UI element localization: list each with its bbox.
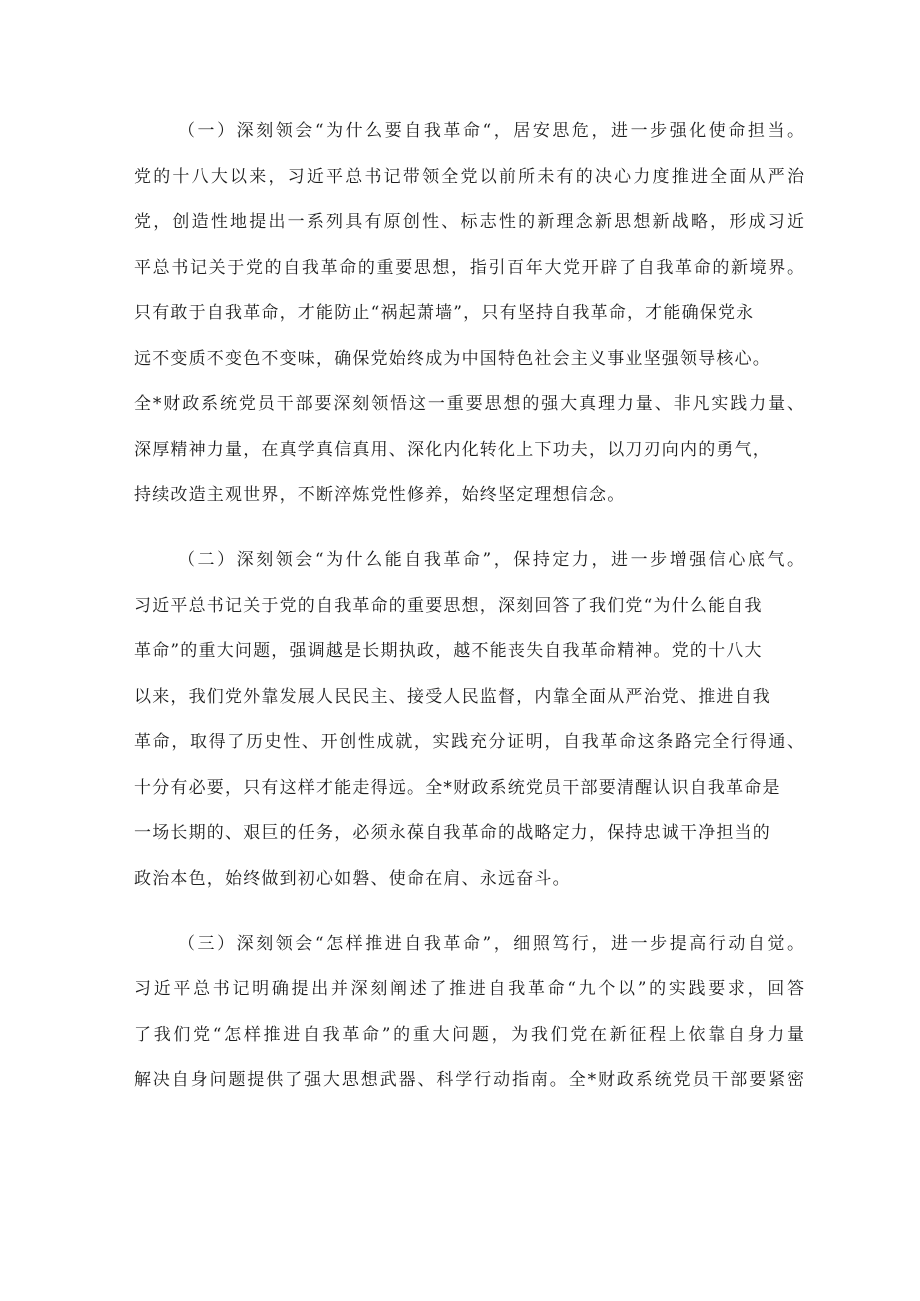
text-line: 政治本色，始终做到初心如磐、使命在肩、永远奋斗。	[134, 869, 571, 889]
section-heading: （三）深刻领会“怎样推进自我革命”，细照笃行，进一步提高行动自觉。	[178, 934, 804, 954]
section-heading: （二）深刻领会“为什么能自我革命”，保持定力，进一步增强信心底气。	[178, 550, 804, 570]
section-heading: （一）深刻领会“为什么要自我革命“，居安思危，进一步强化使命担当。	[178, 121, 804, 141]
text-line: 解决自身问题提供了强大思想武器、科学行动指南。全*财政系统党员干部要紧密	[134, 1070, 804, 1090]
text-line: 革命，取得了历史性、开创性成就，实践充分证明，自我革命这条路完全行得通、	[134, 732, 804, 752]
text-line: 习近平总书记明确提出并深刻阐述了推进自我革命“九个以”的实践要求，回答	[134, 979, 804, 999]
text-line: 一场长期的、艰巨的任务，必须永葆自我革命的战略定力，保持忠诚干净担当的	[134, 823, 771, 843]
text-line: 持续改造主观世界，不断淬炼党性修养，始终坚定理想信念。	[134, 485, 626, 505]
text-line: 党，创造性地提出一系列具有原创性、标志性的新理念新思想新战略，形成习近	[134, 212, 804, 232]
text-line: 以来，我们党外靠发展人民民主、接受人民监督，内靠全面从严治党、推进自我	[134, 687, 771, 707]
text-line: 党的十八大以来，习近平总书记带领全党以前所未有的决心力度推进全面从严治	[134, 167, 804, 187]
text-line: 了我们党“怎样推进自我革命”的重大问题，为我们党在新征程上依靠自身力量	[134, 1025, 804, 1045]
text-line: 革命”的重大问题，强调越是长期执政，越不能丧失自我革命精神。党的十八大	[134, 641, 763, 661]
text-line: 远不变质不变色不变味，确保党始终成为中国特色社会主义事业坚强领导核心。	[134, 349, 771, 369]
text-line: 全*财政系统党员干部要深刻领悟这一重要思想的强大真理力量、非凡实践力量、	[134, 394, 804, 414]
text-line: 深厚精神力量，在真学真信真用、深化内化转化上下功夫，以刀刃向内的勇气，	[134, 440, 771, 460]
text-line: 平总书记关于党的自我革命的重要思想，指引百年大党开辟了自我革命的新境界。	[134, 258, 804, 278]
text-line: 十分有必要，只有这样才能走得远。全*财政系统党员干部要清醒认识自我革命是	[134, 778, 781, 798]
text-line: 只有敢于自我革命，才能防止“祸起萧墙”，只有坚持自我革命，才能确保党永	[134, 303, 755, 323]
text-line: 习近平总书记关于党的自我革命的重要思想，深刻回答了我们党“为什么能自我	[134, 596, 763, 616]
